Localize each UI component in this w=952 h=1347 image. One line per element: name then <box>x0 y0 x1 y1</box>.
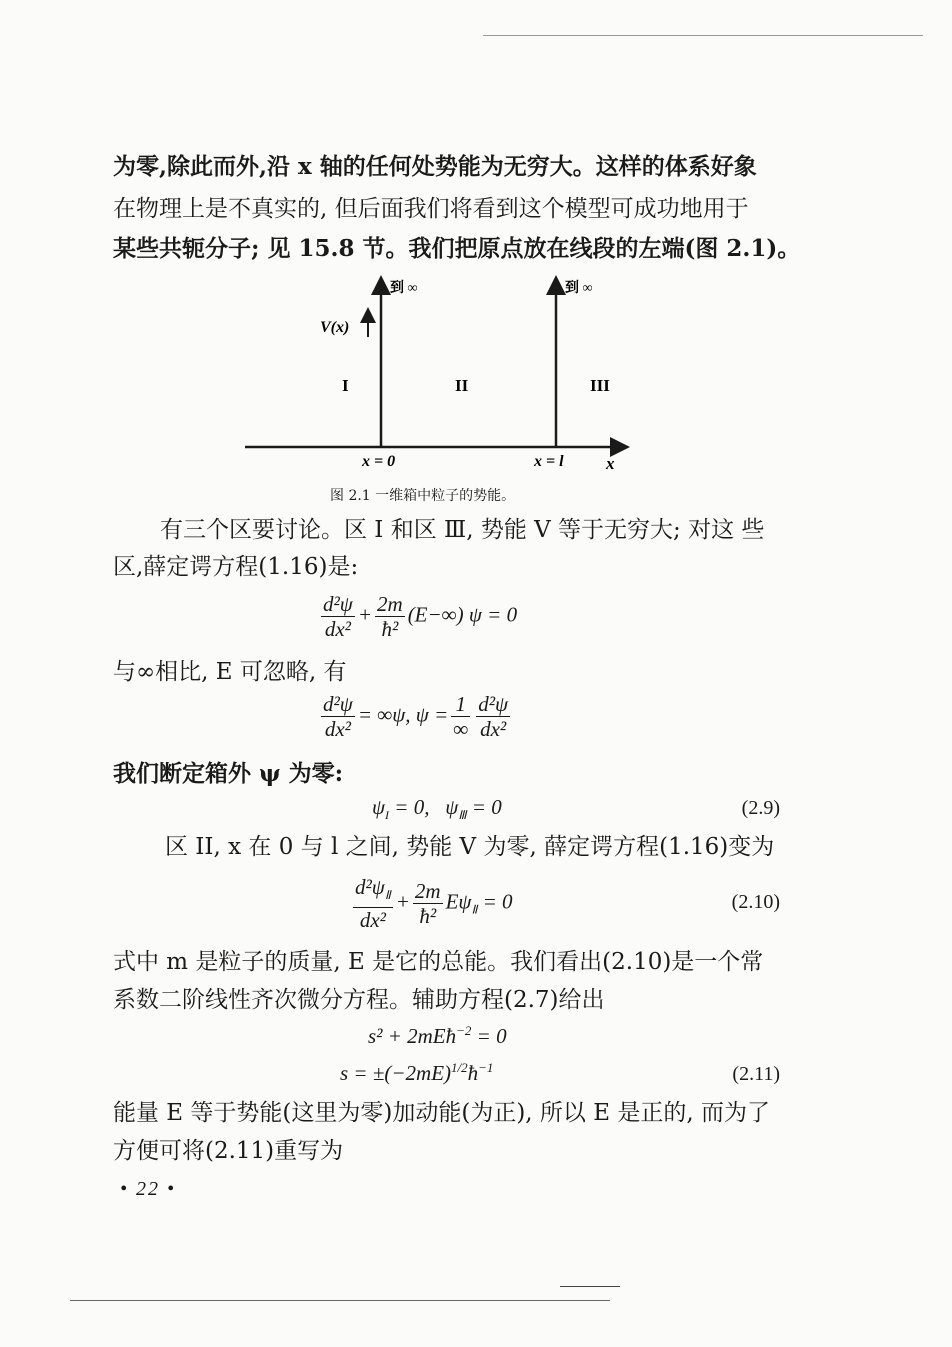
paragraph-line: 区 II, x 在 0 与 l 之间, 势能 V 为零, 薛定谔方程(1.16)变为 <box>165 834 775 860</box>
equation-number-2-9: (2.9) <box>741 797 780 819</box>
header-rule <box>483 35 923 36</box>
bottom-rule <box>70 1300 610 1301</box>
equation-number-2-11: (2.11) <box>732 1063 780 1085</box>
potential-well-figure <box>240 275 640 480</box>
paragraph-line: 在物理上是不真实的, 但后面我们将看到这个模型可成功地用于 <box>113 196 749 222</box>
page-number: • 22 • <box>120 1178 177 1200</box>
paragraph-line: 某些共轭分子; 见 15.8 节。我们把原点放在线段的左端(图 2.1)。 <box>113 235 801 262</box>
paragraph-line: 能量 E 等于势能(这里为零)加动能(为正), 所以 E 是正的, 而为了 <box>113 1100 770 1126</box>
paragraph-line: 为零,除此而外,沿 x 轴的任何处势能为无穷大。这样的体系好象 <box>113 153 757 180</box>
equation-auxiliary: s² + 2mEħ$^{-2}$ = 0 <box>368 1023 507 1048</box>
inf-label-left: 到 ∞ <box>390 281 418 296</box>
x0-label: x = 0 <box>362 453 396 470</box>
equation-schrodinger-outside: $\frac{\text{d²ψ}}{\text{dx²}}$ + $\frac{2m}{\text{ħ²}}$ (E−∞) ψ = 0 <box>323 592 518 641</box>
x-axis-label: x <box>606 454 615 473</box>
inf-label-right: 到 ∞ <box>565 281 593 296</box>
xl-label: x = l <box>534 453 564 470</box>
region-1-label: I <box>342 376 349 395</box>
vx-label: V(x) <box>320 319 350 336</box>
equation-number-2-10: (2.10) <box>731 891 780 913</box>
paragraph-line: 有三个区要讨论。区 I 和区 Ⅲ, 势能 V 等于无穷大; 对这 些 <box>160 517 765 543</box>
paragraph-line: 我们断定箱外 ψ 为零: <box>113 760 344 787</box>
figure-caption: 图 2.1 一维箱中粒子的势能。 <box>330 488 516 504</box>
equation-infinite-limit: $\frac{\text{d²ψ}}{\text{dx²}}$ = ∞ψ, ψ = $\frac{1}{\infty}$ $\frac{\text{d²ψ}}{\text{dx²}}$ <box>323 692 509 741</box>
paragraph-line: 区,薛定谔方程(1.16)是: <box>113 554 359 580</box>
bottom-rule <box>560 1286 620 1287</box>
paragraph-line: 与∞相比, E 可忽略, 有 <box>113 659 347 685</box>
paragraph-line: 方便可将(2.11)重写为 <box>113 1138 344 1164</box>
equation-2-10: $\frac{d^2\psi_Ⅱ}{\text{dx²}}$ + $\frac{2m}{\text{ħ²}}$ $E\psi_Ⅱ = 0$ <box>355 875 513 933</box>
paragraph-line: 系数二阶线性齐次微分方程。辅助方程(2.7)给出 <box>113 987 605 1013</box>
equation-2-9: $\psi_I = 0$, $\psi_Ⅲ = 0$ <box>372 795 502 823</box>
region-3-label: III <box>590 376 610 395</box>
equation-2-11: $s = \pm(-2mE)^{1/2}ħ^{-1}$ <box>340 1060 494 1085</box>
region-2-label: II <box>455 376 469 395</box>
paragraph-line: 式中 m 是粒子的质量, E 是它的总能。我们看出(2.10)是一个常 <box>113 949 764 975</box>
